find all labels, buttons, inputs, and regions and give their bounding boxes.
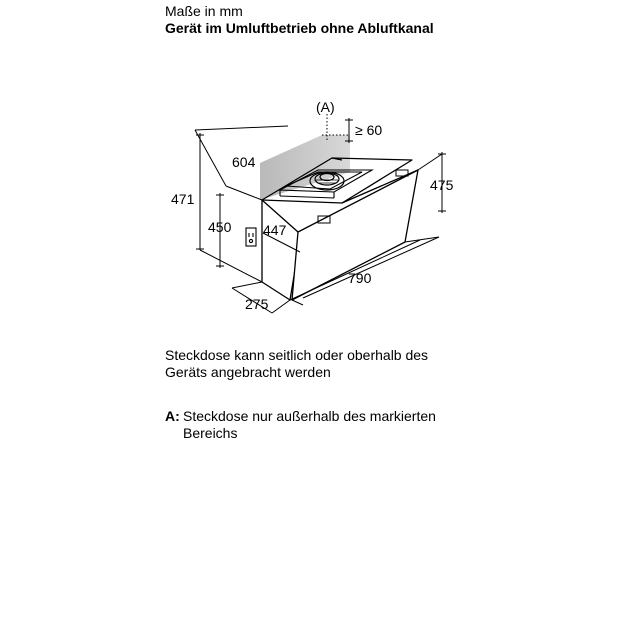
socket-restriction-text: Steckdose nur außerhalb des markierten Bereichs — [183, 408, 436, 441]
dim-depth-bottom-label: 275 — [245, 296, 269, 312]
diagram-title: Gerät im Umluftbetrieb ohne Abluftkanal — [165, 20, 434, 36]
socket-restriction-note — [165, 408, 485, 442]
note-marker: A: — [165, 408, 180, 424]
dim-clearance-label: ≥ 60 — [355, 122, 383, 138]
units-caption: Maße in mm — [165, 3, 243, 19]
dim-line-width-top — [195, 126, 288, 130]
dim-width-label: 604 — [232, 154, 256, 170]
socket-position-note: Steckdose kann seitlich oder oberhalb des Geräts angebracht werden — [165, 347, 429, 380]
socket-icon — [246, 228, 256, 246]
dim-height-front-label: 475 — [430, 177, 454, 193]
dim-depth-top-label: 447 — [263, 222, 287, 238]
callout-label: (A) — [316, 99, 335, 115]
dim-depth-total-label: 790 — [348, 270, 372, 286]
dim-height-side-label: 450 — [208, 219, 232, 235]
dim-height-total-label: 471 — [171, 191, 195, 207]
